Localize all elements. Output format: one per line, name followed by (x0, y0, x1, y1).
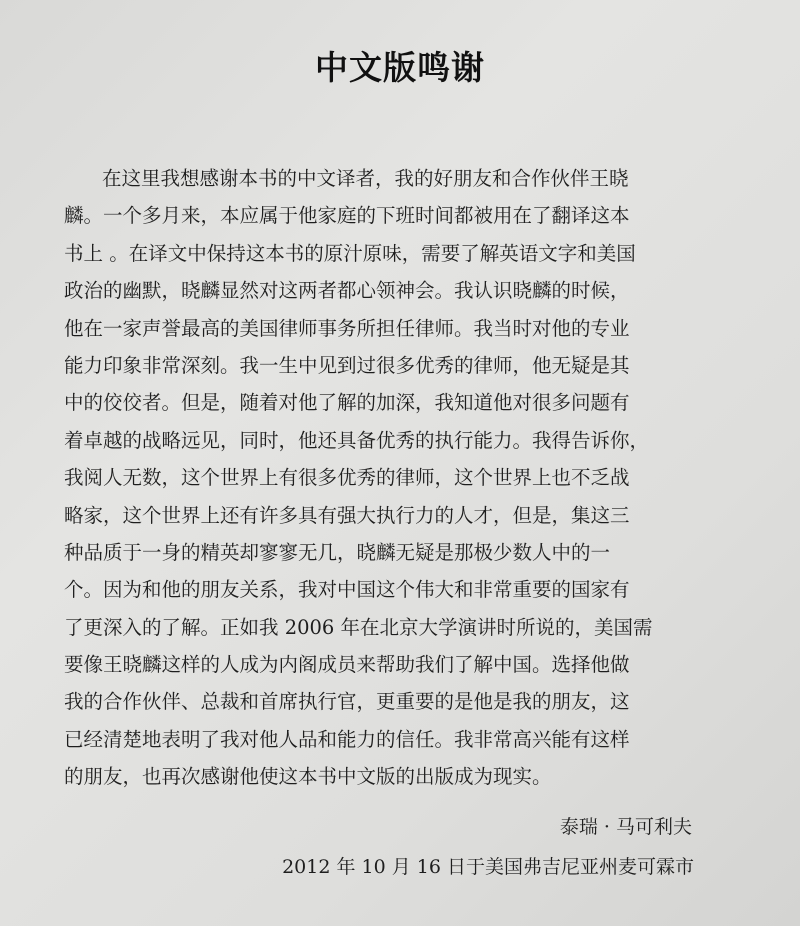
text-line: 着卓越的战略远见，同时，他还具备优秀的执行能力。我得告诉你， (64, 428, 650, 452)
text-line: 种品质于一身的精英却寥寥无几，晓麟无疑是那极少数人中的一 (64, 540, 611, 564)
acknowledgement-body (64, 160, 714, 796)
text-line: 政治的幽默，晓麟显然对这两者都心领神会。我认识晓麟的时候， (64, 279, 630, 303)
text-line: 我的合作伙伴、总裁和首席执行官，更重要的是他是我的朋友，这 (64, 690, 630, 714)
text-line: 了更深入的了解。正如我 2006 年在北京大学演讲时所说的，美国需 (64, 615, 653, 639)
text-line: 在这里我想感谢本书的中文译者，我的好朋友和合作伙伴王晓 (102, 167, 629, 190)
text-line: 略家，这个世界上还有许多具有强大执行力的人才，但是，集这三 (64, 503, 630, 527)
text-line: 书上 。在译文中保持这本书的原汁原味，需要了解英语文字和美国 (64, 241, 636, 265)
text-line: 中的佼佼者。但是，随着对他了解的加深，我知道他对很多问题有 (64, 391, 630, 415)
date-and-place: 2012 年 10 月 16 日于美国弗吉尼亚州麦可霖市 (282, 856, 694, 878)
text-line: 我阅人无数，这个世界上有很多优秀的律师，这个世界上也不乏战 (64, 466, 630, 490)
text-line: 已经清楚地表明了我对他人品和能力的信任。我非常高兴能有这样 (64, 727, 630, 751)
text-line: 的朋友，也再次感谢他使这本书中文版的出版成为现实。 (64, 765, 552, 789)
text-line: 麟。一个多月来，本应属于他家庭的下班时间都被用在了翻译这本 (64, 204, 630, 228)
text-line: 个。因为和他的朋友关系，我对中国这个伟大和非常重要的国家有 (64, 578, 630, 602)
text-line: 能力印象非常深刻。我一生中见到过很多优秀的律师，他无疑是其 (64, 353, 630, 377)
page-title: 中文版鸣谢 (315, 48, 485, 87)
author-signature: 泰瑞 · 马可利夫 (559, 816, 692, 838)
text-line: 他在一家声誉最高的美国律师事务所担任律师。我当时对他的专业 (64, 316, 630, 340)
text-line: 要像王晓麟这样的人成为内阁成员来帮助我们了解中国。选择他做 (64, 653, 630, 677)
